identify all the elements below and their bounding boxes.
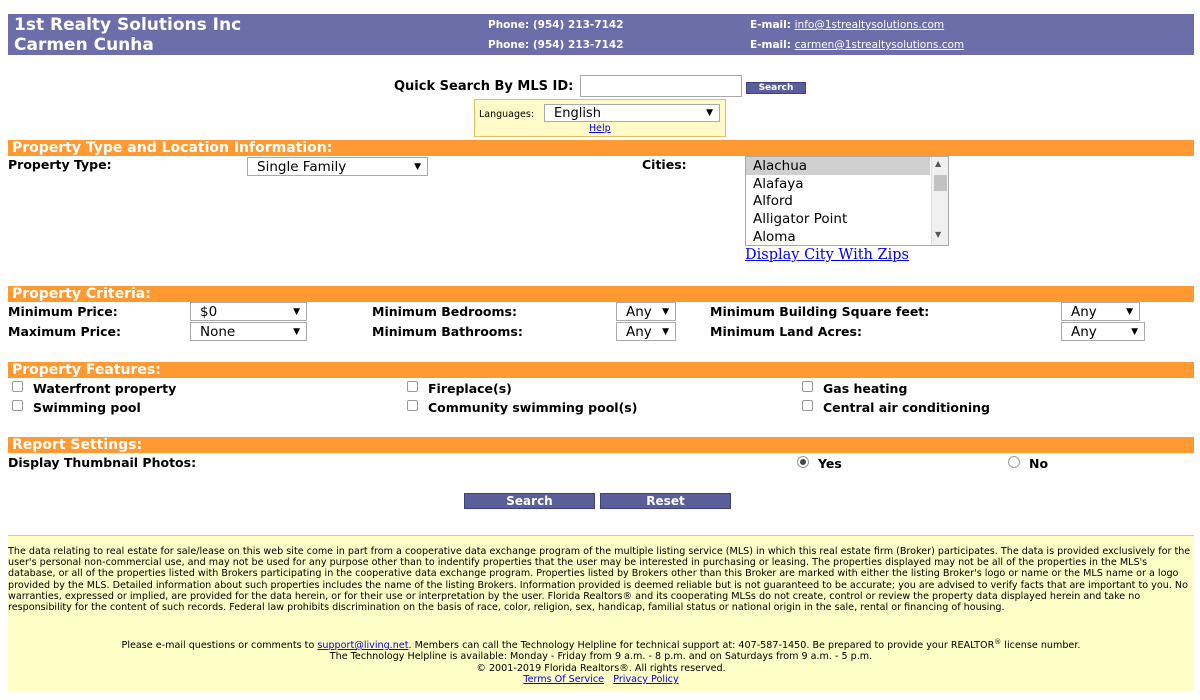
- company-phone: Phone: (954) 213-7142: [488, 19, 624, 31]
- fireplace-label: Fireplace(s): [428, 381, 512, 396]
- city-option[interactable]: Alafaya: [753, 176, 804, 192]
- section-report: Report Settings:: [8, 437, 1194, 453]
- chevron-down-icon: ▼: [414, 162, 421, 172]
- waterfront-checkbox[interactable]: [12, 381, 23, 392]
- copyright: © 2001-2019 Florida Realtors®. All rights reserved.: [476, 662, 726, 674]
- footer-contact-line: Please e-mail questions or comments to support@living.net. Members can call the Technology Helpline for technical support at: 407-587-1450. Be prepared to provide your REALTOR® license number.: [121, 638, 1081, 652]
- property-type-select[interactable]: Single Family ▼: [247, 157, 428, 176]
- min-bedrooms-label: Minimum Bedrooms:: [372, 304, 517, 319]
- central-air-checkbox[interactable]: [802, 400, 813, 411]
- min-acres-label: Minimum Land Acres:: [710, 324, 862, 339]
- min-price-label: Minimum Price:: [8, 304, 118, 319]
- community-pool-label: Community swimming pool(s): [428, 400, 638, 415]
- agent-phone: Phone: (954) 213-7142: [488, 39, 624, 51]
- agent-email: E-mail: carmen@1strealtysolutions.com: [750, 39, 965, 51]
- thumbnail-yes-radio[interactable]: [797, 456, 809, 468]
- language-box: [474, 99, 726, 137]
- terms-of-service-link[interactable]: Terms Of Service: [523, 673, 605, 685]
- scroll-thumb[interactable]: [934, 175, 947, 191]
- mls-id-input[interactable]: [580, 75, 742, 97]
- fireplace-checkbox[interactable]: [407, 381, 418, 392]
- gas-heating-checkbox[interactable]: [802, 381, 813, 392]
- chevron-down-icon: ▼: [1126, 307, 1133, 317]
- waterfront-label: Waterfront property: [33, 381, 177, 396]
- thumbnail-photos-label: Display Thumbnail Photos:: [8, 455, 197, 470]
- scroll-up-icon[interactable]: ▲: [935, 159, 942, 168]
- helpline-hours: The Technology Helpline is available: Monday - Friday from 9 a.m. - 8 p.m. and on Saturdays from 9 a.m. - 5 p.m.: [329, 651, 873, 663]
- max-price-select[interactable]: None ▼: [190, 322, 307, 341]
- chevron-down-icon: ▼: [706, 108, 713, 118]
- quick-search-label: Quick Search By MLS ID:: [394, 79, 574, 94]
- support-email-link[interactable]: support@living.net: [317, 640, 409, 652]
- footer-contact: [8, 637, 1194, 685]
- reset-button[interactable]: Reset: [600, 493, 731, 509]
- community-pool-checkbox[interactable]: [407, 400, 418, 411]
- footer: [8, 535, 1194, 691]
- city-option[interactable]: Aloma: [753, 229, 796, 245]
- company-name: 1st Realty Solutions Inc: [14, 15, 242, 35]
- company-email: E-mail: info@1strealtysolutions.com: [750, 19, 945, 31]
- scroll-down-icon[interactable]: ▼: [935, 230, 942, 239]
- gas-heating-label: Gas heating: [823, 381, 908, 396]
- section-type-location: Property Type and Location Information:: [8, 140, 1194, 156]
- central-air-label: Central air conditioning: [823, 400, 991, 415]
- language-label: Languages:: [479, 109, 535, 120]
- min-sqft-select[interactable]: Any ▼: [1061, 302, 1140, 321]
- cities-scrollbar[interactable]: [931, 157, 948, 245]
- min-acres-select[interactable]: Any ▼: [1061, 322, 1145, 341]
- search-button[interactable]: Search: [464, 493, 595, 509]
- cities-label: Cities:: [642, 157, 687, 172]
- city-option[interactable]: Alachua: [746, 157, 930, 175]
- mls-disclaimer: The data relating to real estate for sale/lease on this web site come in part from a cooperative data exchange program of the multiple listing service (MLS) in which this real estate firm (Broker) participates. The data is provided exclusively for the user's personal non-commercial use, and may not be used for any purpose other than to indentify properties that the user may be interested in purchasing or leasing. The properties displayed may not be all of the properties in the MLS's database, or all of the properties listed with Brokers participating in the cooperative data exchange program. Properties listed by Brokers other than this Broker are marked with either the listing Broker's logo or name or the MLS name or a logo provided by the MLS. Detailed information about such properties includes the name of the listing Brokers. Information provided is deemed reliable but is not guaranteed to be accurate; you are advised to verify facts that are important to you. No warranties, expressed or implied, are provided for the data herein, or for their use or interpretation by the user. Florida Realtors® and its cooperating MLSs do not create, control or review the property data displayed herein and take no responsibility for the content of such records. Federal law prohibits discrimination on the basis of race, color, religion, sex, handicap, familial status or national origin in the sale, rental or financing of housing.: [8, 546, 1191, 614]
- language-help-link[interactable]: Help: [589, 123, 611, 134]
- footer-links: [8, 674, 1194, 685]
- privacy-policy-link[interactable]: Privacy Policy: [613, 673, 679, 685]
- chevron-down-icon: ▼: [662, 307, 669, 317]
- swimming-pool-label: Swimming pool: [33, 400, 141, 415]
- thumbnail-no-label: No: [1029, 456, 1049, 471]
- header-bar: [8, 14, 1194, 55]
- min-bathrooms-label: Minimum Bathrooms:: [372, 324, 523, 339]
- property-type-label: Property Type:: [8, 157, 112, 172]
- max-price-label: Maximum Price:: [8, 324, 122, 339]
- swimming-pool-checkbox[interactable]: [12, 400, 23, 411]
- company-email-link[interactable]: info@1strealtysolutions.com: [794, 19, 945, 31]
- city-option[interactable]: Alligator Point: [753, 211, 848, 227]
- min-sqft-label: Minimum Building Square feet:: [710, 304, 930, 319]
- chevron-down-icon: ▼: [293, 327, 300, 337]
- quick-search-button[interactable]: Search: [746, 82, 806, 94]
- min-bedrooms-select[interactable]: Any ▼: [616, 302, 676, 321]
- section-criteria: Property Criteria:: [8, 286, 1194, 302]
- language-select[interactable]: English ▼: [544, 104, 720, 122]
- min-bathrooms-select[interactable]: Any ▼: [616, 322, 676, 341]
- section-features: Property Features:: [8, 362, 1194, 378]
- display-city-zips-link[interactable]: Display City With Zips: [745, 247, 909, 263]
- chevron-down-icon: ▼: [1131, 327, 1138, 337]
- agent-name: Carmen Cunha: [14, 35, 154, 55]
- agent-email-link[interactable]: carmen@1strealtysolutions.com: [794, 39, 965, 51]
- min-price-select[interactable]: $0 ▼: [190, 302, 307, 321]
- city-option[interactable]: Alford: [753, 193, 793, 209]
- chevron-down-icon: ▼: [293, 307, 300, 317]
- thumbnail-yes-label: Yes: [818, 456, 842, 471]
- thumbnail-no-radio[interactable]: [1008, 456, 1020, 468]
- chevron-down-icon: ▼: [662, 327, 669, 337]
- cities-listbox[interactable]: [745, 156, 949, 246]
